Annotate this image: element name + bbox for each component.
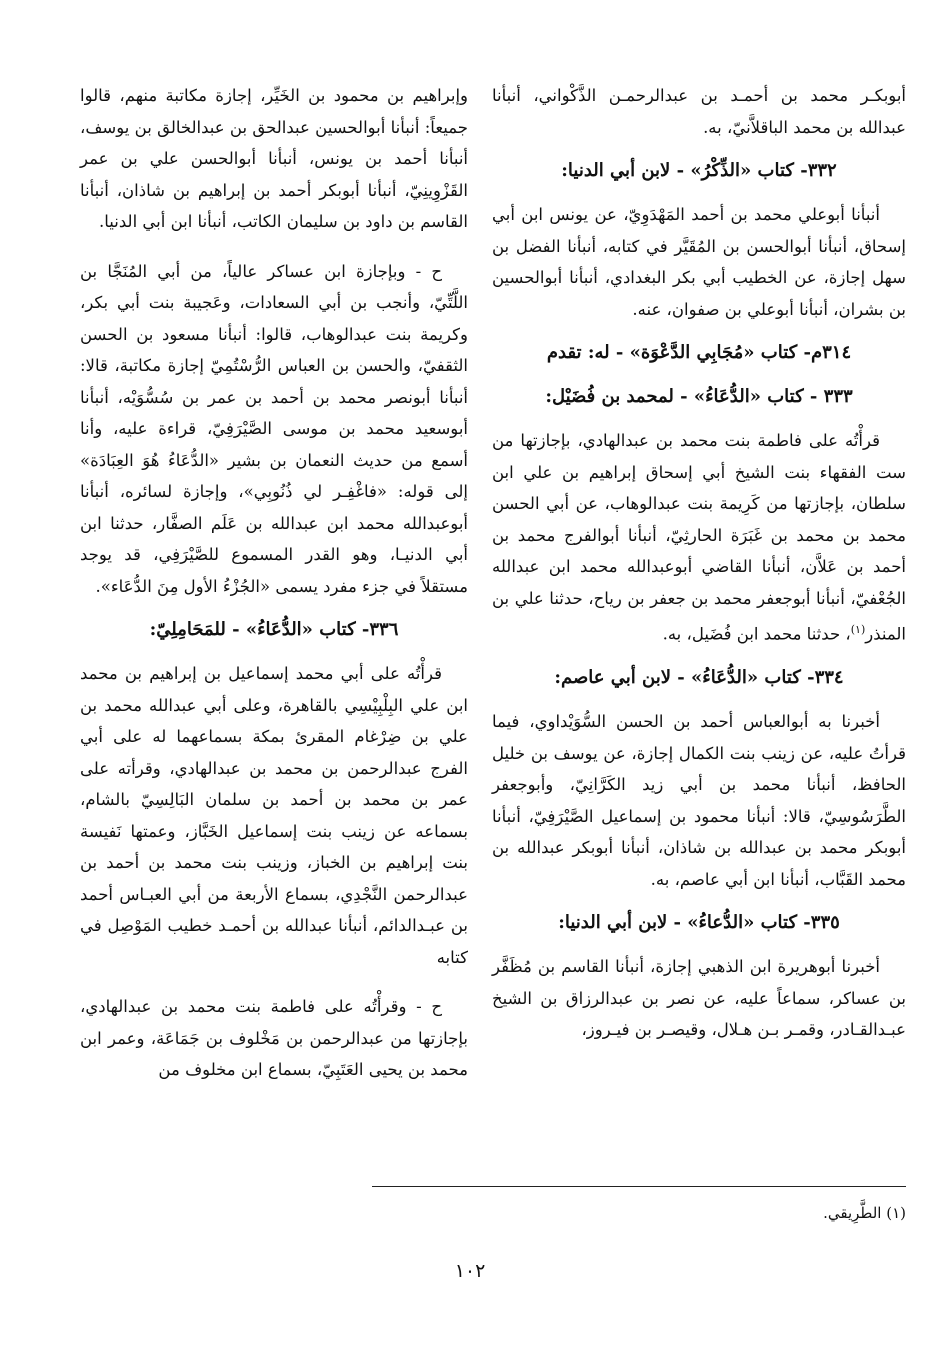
paragraph-continuation: أبوبكـر محمد بن أحمـد بن عبدالرحمـن الذَّكْواني، أنبأنا عبدالله بن محمد الباقلاَّنيّ، به.	[492, 86, 906, 137]
paragraph-334: أخبرنا به أبوالعباس أحمد بن الحسن السُّوَيْداوي، فيما قرأتُ عليه، عن زينب بنت الكمال إجازة، عن يوسف بن خليل الحافظ، أنبأنا محمد بن أبي زيد الكَرَّانِيّ، وأبوجعفر الطَّرَسُوسِيّ، قالا: أنبأنا محمود بن إسماعيل الصَّيْرَفِيّ، أنبأنا أبوبكر محمد بن عبدالله بن شاذان، أنبأنا أبوبكر عبدالله بن محمد القَبَّاب، أنبأنا ابن أبي عاصم، به.	[492, 712, 906, 889]
left-column	[80, 80, 468, 1086]
section-heading-336: ٣٣٦- كتاب «الدُّعَاءُ» - للمَحَامِلِيّ:	[149, 619, 399, 640]
section-heading-335: ٣٣٥- كتاب «الدُّعاءُ» - لابن أبي الدنيا:	[558, 912, 840, 933]
paragraph-332: أنبأنا أبوعلي محمد بن أحمد المَهْدَوِيّ، عن يونس ابن أبي إسحاق، أنبأنا أبوالحسن بن المُقَيَّر في كتابه، أنبأنا الفضل بن سهل إجازة، عن الخطيب أبي بكر البغدادي، أنبأنا أبوالحسين بن بشران، أنبأنا أبوعلي بن صفوان، عنه.	[492, 205, 906, 319]
section-heading-314: ٣١٤م- كتاب «مُجَابِي الدَّعْوَة» - له: تقدم	[546, 342, 852, 363]
footnote: (١) الطَّرِيقي.	[823, 1204, 906, 1222]
right-column	[492, 80, 906, 1046]
paragraph-333-text: قرأْتُه على فاطمة بنت محمد بن عبدالهادي، بإجازتها من ست الفقهاء بنت الشيخ أبي إسحاق إبراهيم بن علي ابن سلطان، بإجازتها من كَرِيمة بنت عبدالوهاب، عن أبي الحسن محمد بن محمد بن غَبَرَة الحارثِيّ، أنبأنا أبوالفرج محمد بن أحمد بن عَلاَّن، أنبأنا القاضي أبوعبدالله محمد ابن عبدالله الجُعْفيّ، أنبأنا أبوجعفر محمد بن جعفر بن رياح، حدثنا علي بن المنذر	[492, 431, 906, 644]
paragraph-333-tail: ، حدثنا محمد ابن فُضَيل، به.	[662, 624, 851, 644]
paragraph-last: ح - وقرأْتُه على فاطمة بنت محمد بن عبدالهادي، بإجازتها من عبدالرحمن بن مَخْلوف بن جَمَاعَة، وعمر ابن محمد بن يحيى العَتَبِيّ، بسماع ابن مخلوف من	[80, 997, 468, 1079]
footnote-divider	[372, 1186, 906, 1187]
paragraph-333	[492, 425, 906, 650]
paragraph-336: قرأْتُه على أبي محمد إسماعيل بن إبراهيم بن محمد ابن علي البِلْبِيْسِي بالقاهرة، وعلى أبي عبدالله محمد بن علي بن ضِرْغام المقرئ بمكة بسماعهما له على أبي الفرج عبدالرحمن بن محمد بن عبدالهادي، وقرأته على عمر بن محمد بن أحمد بن سلمان البَالِسِيّ بالشام، بسماعه عن زينب بنت إسماعيل الخَبَّاز، وعمتها نَفيسة بنت إبراهيم بن الخباز، وزينب بنت محمد بن أحمد بن عبدالرحمن النَّجْدِي، بسماع الأربعة من أبي العبـاس أحمد بن عبـدالدائم، أنبأنا عبدالله بن أحمـد خطيب المَوْصِل في كتابه	[80, 664, 468, 967]
page-number: ١٠٢	[454, 1260, 486, 1282]
section-heading-333: ٣٣٣ - كتاب «الدُّعَاءُ» - لمحمد بن فُضَيْل:	[545, 386, 853, 407]
paragraph-continuation-left: وإبراهيم بن محمود بن الخَيِّر، إجازة مكاتبة منهم، قالوا جميعاً: أنبأنا أبوالحسين عبدالحق بن عبدالخالق بن يوسف، أنبأنا أحمد بن يونس، أنبأنا أبوالحسن علي بن عمر القَزْوِينِيّ، أنبأنا أبوبكر أحمد بن إبراهيم بن شاذان، أنبأنا القاسم بن داود بن سليمان الكاتب، أنبأنا ابن أبي الدنيا.	[80, 86, 468, 231]
paragraph-335: أخبرنا أبوهريرة ابن الذهبي إجازة، أنبأنا القاسم بن مُظَفَّر بن عساكر، سماعاً عليه، عن نصر بن عبدالرزاق بن الشيخ عبـدالقـادر، وقمـر بـن هـلال، وقيصـر بن فيـروز،	[492, 957, 906, 1039]
paragraph-ha: ح - وبإجازة ابن عساكر عالياً، من أبي المُنَجَّا بن اللَّتِّيّ، وأنجب بن أبي السعادات، وعَجيبة بنت أبي بكر، وكريمة بنت عبدالوهاب، قالوا: أنبأنا مسعود بن الحسن الثقفيّ، والحسن بن العباس الرُّسْتُمِيّ إجازة مكاتبة، قالا: أنبأنا أبونصر محمد بن أحمد بن عمر بن سُسُّوَيْه، أنبأنا أبوسعيد محمد بن موسى الصَّيْرَفِيّ، قراءة عليه، وأنا أسمع من حديث النعمان بن بشير «الدُّعَاءُ هُوَ العِبَادَة» إلى قوله: «فاغْفِـر لي ذُنُوبِي»، وإجازة لسائره، أنبأنا أبوعبدالله محمد ابن عبدالله بن عَلَم الصفَّار، حدثنا ابن أبي الدنيـا، وهو القدر المسموع للصَّيْرَفِي، قد يوجد مستقلاً في جزء مفرد يسمى «الجُزْءُ الأول مِنَ الدُّعَاء».	[80, 261, 468, 596]
footnote-marker: (١)	[850, 623, 866, 636]
section-heading-334: ٣٣٤- كتاب «الدُّعَاءُ» - لابن أبي عاصم:	[554, 667, 844, 688]
paragraph-gap	[80, 238, 468, 256]
paragraph-gap	[80, 973, 468, 991]
section-heading-332: ٣٣٢- كتاب «الذِّكْرُ» - لابن أبي الدنيا:	[561, 160, 837, 181]
